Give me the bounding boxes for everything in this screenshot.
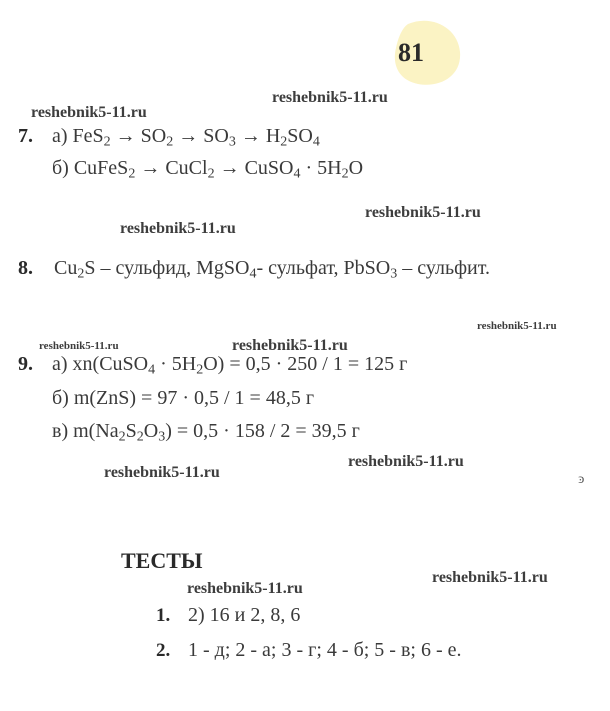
watermark: reshebnik5-11.ru	[477, 320, 557, 332]
watermark: reshebnik5-11.ru	[187, 580, 303, 597]
task-line: а) $FeS_2 \to SO_2 \to SO_3 \to H_2SO_4$	[52, 125, 320, 150]
test-answer: 1 - д; 2 - а; 3 - г; 4 - б; 5 - в; 6 - е.	[188, 639, 462, 661]
tests-heading: ТЕСТЫ	[121, 548, 203, 573]
task-number: 9.	[18, 353, 33, 375]
test-number: 1.	[156, 605, 171, 626]
task-number: 7.	[18, 125, 33, 147]
watermark: reshebnik5-11.ru	[39, 340, 119, 352]
task-line: $Cu_2S$ – сульфид, MgSO$_4$- сульфат, PbSO$_3$ – сульфит.	[54, 257, 490, 282]
task-line: в) $m(Na_2S_2O_3) = 0,5 \cdot 158 / 2 = 39,5$ г	[52, 420, 360, 445]
task-line: б) CuFeS$_2$ → CuCl$_2$ → CuSO$_4$ · $5H_2O$	[52, 157, 364, 182]
watermark: reshebnik5-11.ru	[432, 569, 548, 586]
task-line: б) m(ZnS) = 97 · 0,5 / 1 = 48,5 г	[52, 387, 315, 409]
page-number: 81	[398, 38, 424, 67]
watermark: reshebnik5-11.ru	[120, 220, 236, 237]
watermark: reshebnik5-11.ru	[348, 453, 464, 470]
watermark: reshebnik5-11.ru	[365, 204, 481, 221]
stray-mark: ͽ	[578, 472, 585, 487]
test-answer: 2) 16 и 2, 8, 6	[188, 604, 301, 626]
test-number: 2.	[156, 640, 171, 661]
watermark: reshebnik5-11.ru	[272, 89, 388, 106]
watermark: reshebnik5-11.ru	[232, 337, 348, 354]
watermark: reshebnik5-11.ru	[31, 104, 147, 121]
task-line: а) xn(CuSO$_4$ · $5H_2O) = 0,5 \cdot 250 / 1 = 125$ г	[52, 353, 408, 378]
task-number: 8.	[18, 257, 33, 279]
watermark: reshebnik5-11.ru	[104, 464, 220, 481]
